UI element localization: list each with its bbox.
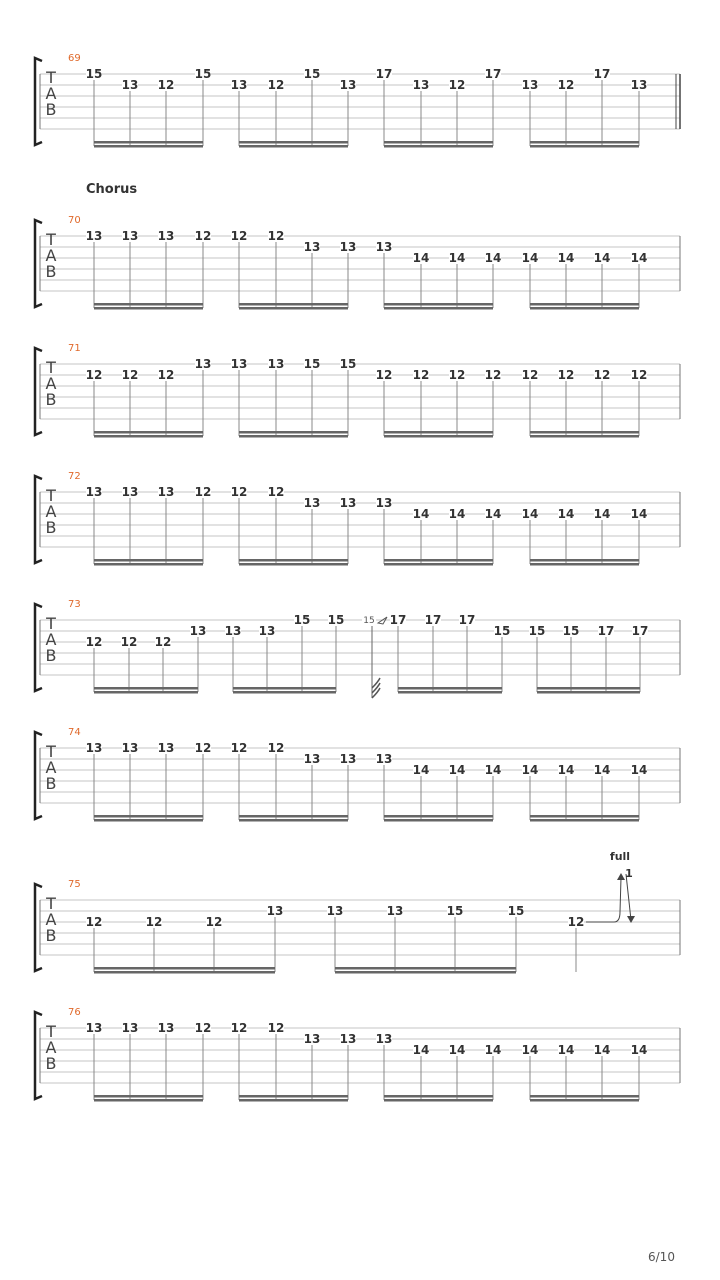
fret-number: 13 (303, 752, 321, 766)
release-curve (626, 874, 631, 920)
fret-number: 12 (230, 1021, 248, 1035)
bend-amount: 1 (625, 867, 633, 880)
fret-number: 17 (484, 67, 502, 81)
tab-clef-letter: A (45, 246, 57, 265)
note-beam (94, 1099, 203, 1102)
fret-number: 15 (528, 624, 546, 638)
fret-number: 14 (448, 763, 466, 777)
tab-clef-letter: A (45, 1038, 57, 1057)
system-bracket (35, 732, 42, 819)
fret-number: 12 (194, 741, 212, 755)
note-beam (530, 145, 639, 148)
system-bracket (35, 348, 42, 435)
fret-number: 17 (593, 67, 611, 81)
system-bracket (35, 884, 42, 971)
fret-number: 12 (267, 485, 285, 499)
fret-number: 12 (230, 229, 248, 243)
fret-number: 17 (458, 613, 476, 627)
measure-number: 73 (68, 599, 81, 610)
fret-number: 14 (412, 763, 430, 777)
fret-number: 13 (230, 78, 248, 92)
fret-number: 14 (557, 251, 575, 265)
note-beam (239, 435, 348, 438)
fret-number: 13 (630, 78, 648, 92)
note-beam (530, 431, 639, 434)
fret-number: 13 (326, 904, 344, 918)
note-beam (384, 559, 493, 562)
page-number: 6/10 (648, 1250, 675, 1264)
fret-number: 15 (303, 67, 321, 81)
fret-number: 15 (446, 904, 464, 918)
note-beam (94, 967, 275, 970)
fret-number: 13 (189, 624, 207, 638)
fret-number: 14 (521, 251, 539, 265)
fret-number: 13 (85, 485, 103, 499)
note-beam (384, 819, 493, 822)
note-beam (530, 435, 639, 438)
fret-number: 13 (339, 496, 357, 510)
tab-clef-letter: A (45, 84, 57, 103)
note-beam (335, 971, 516, 974)
note-beam (239, 431, 348, 434)
note-beam (384, 1099, 493, 1102)
note-beam (239, 303, 348, 306)
note-beam (239, 307, 348, 310)
note-beam (384, 563, 493, 566)
fret-number: 15 (507, 904, 525, 918)
note-beam (94, 563, 203, 566)
tab-clef-letter: A (45, 502, 57, 521)
note-beam (233, 691, 336, 694)
tab-clef-letter: B (45, 262, 57, 281)
note-beam (239, 563, 348, 566)
fret-number: 12 (448, 78, 466, 92)
system-bracket (35, 1012, 42, 1099)
fret-number: 12 (375, 368, 393, 382)
fret-number: 15 (562, 624, 580, 638)
fret-number: 12 (521, 368, 539, 382)
note-beam (94, 435, 203, 438)
fret-number: 15 (493, 624, 511, 638)
fret-number: 15 (85, 67, 103, 81)
fret-number: 13 (157, 1021, 175, 1035)
fret-number: 13 (267, 357, 285, 371)
fret-number: 13 (375, 1032, 393, 1046)
fret-number: 14 (593, 1043, 611, 1057)
tab-clef-letter: T (46, 230, 56, 249)
tab-clef-letter: A (45, 374, 57, 393)
fret-number: 12 (557, 368, 575, 382)
fret-number: 12 (267, 229, 285, 243)
fret-number: 17 (631, 624, 649, 638)
fret-number: 13 (303, 496, 321, 510)
measure-number: 72 (68, 471, 81, 482)
fret-number: 13 (303, 1032, 321, 1046)
fret-number: 13 (375, 496, 393, 510)
tab-clef-letter: B (45, 518, 57, 537)
note-beam (530, 303, 639, 306)
fret-number: 14 (557, 1043, 575, 1057)
fret-number: 12 (557, 78, 575, 92)
section-label: Chorus (86, 182, 138, 197)
note-beam (530, 563, 639, 566)
note-beam (530, 819, 639, 822)
fret-number: 14 (593, 763, 611, 777)
note-beam (233, 687, 336, 690)
fret-number: 13 (157, 741, 175, 755)
fret-number: 17 (424, 613, 442, 627)
measure-number: 76 (68, 1007, 81, 1018)
fret-number: 14 (630, 507, 648, 521)
fret-number: 13 (121, 1021, 139, 1035)
fret-number: 12 (205, 915, 223, 929)
fret-number: 13 (121, 78, 139, 92)
note-beam (398, 687, 502, 690)
tab-clef-letter: B (45, 774, 57, 793)
fret-number: 12 (267, 1021, 285, 1035)
measure-number: 69 (68, 53, 81, 64)
fret-number: 14 (630, 763, 648, 777)
note-beam (94, 691, 198, 694)
fret-number: 14 (448, 507, 466, 521)
fret-number: 12 (157, 368, 175, 382)
note-beam (239, 1099, 348, 1102)
note-beam (239, 559, 348, 562)
fret-number: 13 (339, 240, 357, 254)
fret-number: 12 (120, 635, 138, 649)
note-beam (384, 431, 493, 434)
fret-number: 13 (157, 229, 175, 243)
note-beam (537, 687, 640, 690)
note-beam (384, 141, 493, 144)
fret-number: 13 (339, 752, 357, 766)
note-beam (530, 559, 639, 562)
fret-number: 12 (85, 635, 103, 649)
fret-number: 17 (389, 613, 407, 627)
fret-number: 13 (85, 741, 103, 755)
measure-number: 74 (68, 727, 81, 738)
note-beam (530, 1095, 639, 1098)
fret-number: 13 (121, 741, 139, 755)
fret-number: 12 (154, 635, 172, 649)
fret-number: 12 (145, 915, 163, 929)
tab-clef-letter: A (45, 630, 57, 649)
fret-number: 12 (412, 368, 430, 382)
fret-number: 13 (85, 229, 103, 243)
grace-note: 15 (363, 616, 375, 626)
tab-clef-letter: B (45, 390, 57, 409)
system-bracket (35, 476, 42, 563)
system-bracket (35, 220, 42, 307)
fret-number: 15 (293, 613, 311, 627)
note-beam (94, 815, 203, 818)
note-beam (94, 431, 203, 434)
note-beam (94, 145, 203, 148)
fret-number: 13 (194, 357, 212, 371)
bend-arrow-icon (617, 873, 625, 880)
fret-number: 13 (375, 752, 393, 766)
note-beam (530, 307, 639, 310)
fret-number: 15 (303, 357, 321, 371)
note-beam (239, 1095, 348, 1098)
fret-number: 15 (327, 613, 345, 627)
note-beam (384, 435, 493, 438)
fret-number: 12 (267, 741, 285, 755)
note-beam (239, 819, 348, 822)
fret-number: 13 (386, 904, 404, 918)
note-beam (94, 971, 275, 974)
fret-number: 12 (121, 368, 139, 382)
tab-clef-letter: T (46, 1022, 56, 1041)
note-beam (335, 967, 516, 970)
fret-number: 13 (303, 240, 321, 254)
note-beam (94, 559, 203, 562)
tab-clef-letter: T (46, 742, 56, 761)
fret-number: 14 (630, 1043, 648, 1057)
fret-number: 13 (224, 624, 242, 638)
fret-number: 12 (567, 915, 585, 929)
fret-number: 14 (521, 1043, 539, 1057)
fret-number: 12 (85, 368, 103, 382)
fret-number: 14 (593, 507, 611, 521)
fret-number: 12 (194, 1021, 212, 1035)
fret-number: 14 (557, 763, 575, 777)
fret-number: 14 (484, 507, 502, 521)
fret-number: 17 (597, 624, 615, 638)
note-beam (384, 1095, 493, 1098)
fret-number: 12 (157, 78, 175, 92)
fret-number: 13 (121, 485, 139, 499)
note-beam (239, 815, 348, 818)
tab-clef-letter: T (46, 894, 56, 913)
fret-number: 13 (521, 78, 539, 92)
fret-number: 13 (157, 485, 175, 499)
fret-number: 14 (630, 251, 648, 265)
fret-number: 14 (484, 1043, 502, 1057)
tab-clef-letter: A (45, 758, 57, 777)
note-beam (530, 1099, 639, 1102)
fret-number: 13 (339, 78, 357, 92)
fret-number: 15 (339, 357, 357, 371)
note-beam (239, 145, 348, 148)
note-beam (94, 1095, 203, 1098)
fret-number: 12 (194, 485, 212, 499)
fret-number: 13 (230, 357, 248, 371)
fret-number: 14 (557, 507, 575, 521)
fret-number: 14 (484, 251, 502, 265)
fret-number: 14 (521, 507, 539, 521)
fret-number: 14 (521, 763, 539, 777)
measure-number: 71 (68, 343, 81, 354)
fret-number: 14 (448, 1043, 466, 1057)
measure-number: 75 (68, 879, 81, 890)
note-beam (398, 691, 502, 694)
note-beam (239, 141, 348, 144)
tab-clef-letter: T (46, 614, 56, 633)
fret-number: 12 (194, 229, 212, 243)
note-beam (94, 141, 203, 144)
fret-number: 12 (593, 368, 611, 382)
fret-number: 13 (121, 229, 139, 243)
measure-number: 70 (68, 215, 81, 226)
note-beam (384, 303, 493, 306)
note-beam (384, 145, 493, 148)
fret-number: 14 (412, 1043, 430, 1057)
tab-clef-letter: B (45, 646, 57, 665)
note-beam (384, 815, 493, 818)
tab-clef-letter: T (46, 68, 56, 87)
grace-note-flag (372, 678, 380, 688)
fret-number: 12 (484, 368, 502, 382)
fret-number: 12 (630, 368, 648, 382)
tab-clef-letter: B (45, 100, 57, 119)
bend-label: full (609, 850, 631, 863)
note-beam (94, 307, 203, 310)
note-beam (94, 303, 203, 306)
note-beam (94, 819, 203, 822)
tab-clef-letter: B (45, 1054, 57, 1073)
tab-clef-letter: B (45, 926, 57, 945)
fret-number: 15 (194, 67, 212, 81)
system-bracket (35, 58, 42, 145)
fret-number: 13 (85, 1021, 103, 1035)
fret-number: 12 (267, 78, 285, 92)
fret-number: 12 (230, 741, 248, 755)
fret-number: 12 (85, 915, 103, 929)
note-beam (530, 141, 639, 144)
fret-number: 17 (375, 67, 393, 81)
fret-number: 13 (266, 904, 284, 918)
tab-clef-letter: A (45, 910, 57, 929)
note-beam (94, 687, 198, 690)
fret-number: 14 (593, 251, 611, 265)
note-beam (384, 307, 493, 310)
fret-number: 12 (448, 368, 466, 382)
fret-number: 14 (412, 251, 430, 265)
fret-number: 14 (484, 763, 502, 777)
fret-number: 13 (258, 624, 276, 638)
fret-number: 13 (375, 240, 393, 254)
fret-number: 12 (230, 485, 248, 499)
note-beam (530, 815, 639, 818)
fret-number: 14 (448, 251, 466, 265)
fret-number: 13 (412, 78, 430, 92)
tab-clef-letter: T (46, 358, 56, 377)
fret-number: 14 (412, 507, 430, 521)
fret-number: 13 (339, 1032, 357, 1046)
system-bracket (35, 604, 42, 691)
tab-clef-letter: T (46, 486, 56, 505)
note-beam (537, 691, 640, 694)
